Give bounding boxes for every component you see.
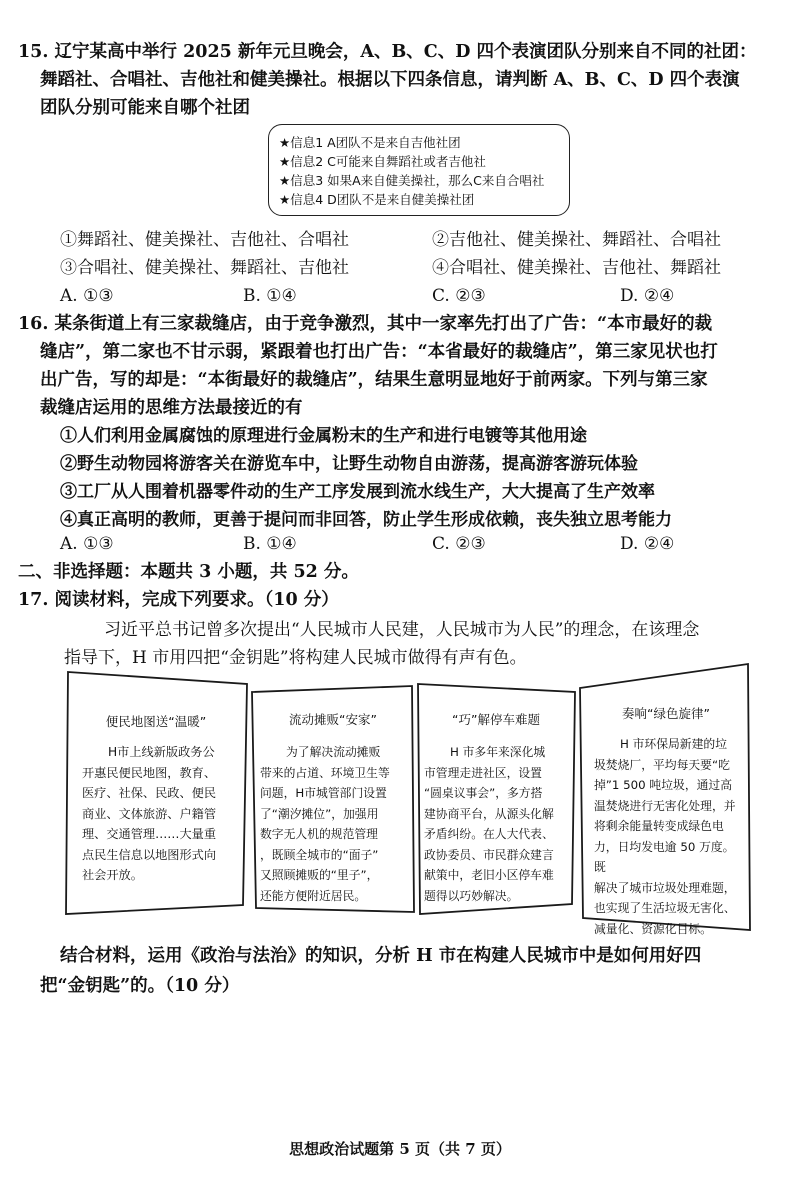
q16-statement-1: ①人们利用金属腐蚀的原理进行金属粉末的生产和进行电镀等其他用途 <box>60 426 587 446</box>
panel-2-line: 数字无人机的规范管理 <box>260 827 378 841</box>
panel-1-line: 点民生信息以地图形式向 <box>82 847 217 862</box>
q16-choice-b: B. ①④ <box>243 534 297 554</box>
panel-3-line: 政协委员、市民群众建言 <box>424 847 554 862</box>
q17-heading: 17. 阅读材料，完成下列要求。（10 分） <box>18 590 339 610</box>
q15-choice-a: A. ①③ <box>60 286 114 306</box>
q15-line-1: 15. 辽宁某高中举行 2025 新年元旦晚会，A、B、C、D 四个表演团队分别来自不同的社团： <box>18 42 757 62</box>
info-2: ★信息2 C可能来自舞蹈社或者吉他社 <box>279 154 486 169</box>
panel-1-line: H市上线新版政务公 <box>108 745 215 759</box>
panel-1-body <box>82 742 242 886</box>
q15-statement-1: ①舞蹈社、健美操社、吉他社、合唱社 <box>60 230 349 250</box>
q16-choice-c: C. ②③ <box>432 534 486 554</box>
panel-1-line: 医疗、社保、民政、便民 <box>82 786 217 800</box>
panel-2-line: 了“潮汐摊位”，加强用 <box>260 806 379 821</box>
panel-4-body <box>594 734 746 939</box>
panel-3-body <box>424 742 572 906</box>
q16-statement-3: ③工厂从人围着机器零件动的生产工序发展到流水线生产，大大提高了生产效率 <box>60 482 655 502</box>
panel-1-line: 理、交通管理……大量重 <box>82 827 217 841</box>
panel-2-line: 为了解决流动摊贩 <box>286 745 381 759</box>
panel-2-line: 带来的占道、环境卫生等 <box>260 765 390 780</box>
q17-intro-2: 指导下，H 市用四把“金钥匙”将构建人民城市做得有声有色。 <box>64 648 527 668</box>
q15-statement-2: ②吉他社、健美操社、舞蹈社、合唱社 <box>432 230 721 250</box>
panel-4-line: 解决了城市垃圾处理难题， <box>594 880 736 895</box>
q17-intro-1: 习近平总书记曾多次提出“人民城市人民建，人民城市为人民”的理念，在该理念 <box>104 620 700 640</box>
q15-choice-c: C. ②③ <box>432 286 486 306</box>
q16-statement-2: ②野生动物园将游客关在游览车中，让野生动物自由游荡，提高游客游玩体验 <box>60 454 638 474</box>
panel-3-line: 建协商平台，从源头化解 <box>424 806 554 821</box>
q16-line-4: 裁缝店运用的思维方法最接近的有 <box>40 398 303 418</box>
q17-task-1: 结合材料，运用《政治与法治》的知识，分析 H 市在构建人民城市中是如何用好四 <box>60 946 702 966</box>
q16-line-3: 出广告，写的却是：“本街最好的裁缝店”，结果生意明显地好于前两家。下列与第三家 <box>40 370 708 390</box>
q16-line-1: 16. 某条街道上有三家裁缝店，由于竞争激烈，其中一家率先打出了广告：“本市最好的裁 <box>18 314 713 334</box>
info-1: ★信息1 A团队不是来自吉他社团 <box>279 135 461 150</box>
panel-4-line: 掉”1 500 吨垃圾，通过高 <box>594 778 733 792</box>
panel-4-line: 也实现了生活垃圾无害化、 <box>594 901 736 915</box>
section-two-heading: 二、非选择题：本题共 3 小题，共 52 分。 <box>18 562 359 582</box>
q15-line-3: 团队分别可能来自哪个社团 <box>40 98 250 118</box>
panel-3-line: 市管理走进社区，设置 <box>424 765 542 780</box>
panel-2-line: ，既顾全城市的“面子” <box>260 847 379 862</box>
q15-line-2: 舞蹈社、合唱社、吉他社和健美操社。根据以下四条信息，请判断 A、B、C、D 四个表演 <box>40 70 740 90</box>
panel-4-title: 奏响“绿色旋律” <box>622 706 710 721</box>
q17-task-2: 把“金钥匙”的。（10 分） <box>40 976 240 996</box>
panel-4-line: 圾焚烧厂，平均每天要“吃 <box>594 757 730 772</box>
panel-4-line: 温焚烧进行无害化处理，并 <box>594 798 736 813</box>
q16-choice-a: A. ①③ <box>60 534 114 554</box>
q15-statement-4: ④合唱社、健美操社、吉他社、舞蹈社 <box>432 258 721 278</box>
panel-3-line: 题得以巧妙解决。 <box>424 888 519 903</box>
panel-2-line: 问题，H市城管部门设置 <box>260 786 387 800</box>
panel-4-line: 减量化、资源化目标。 <box>594 921 712 936</box>
panel-3-line: “圆桌议事会”，多方搭 <box>424 786 543 800</box>
panel-1-line: 开惠民便民地图，教育、 <box>82 765 217 780</box>
panel-4-line: 力，日均发电逾 50 万度。既 <box>594 839 735 874</box>
panel-2-line: 还能方便附近居民。 <box>260 888 367 903</box>
panel-2-body <box>260 742 410 906</box>
panel-1-line: 社会开放。 <box>82 868 143 882</box>
q16-statement-4: ④真正高明的教师，更善于提问而非回答，防止学生形成依赖，丧失独立思考能力 <box>60 510 672 530</box>
panel-3-line: 献策中，老旧小区停车难 <box>424 868 554 882</box>
q16-line-2: 缝店”，第二家也不甘示弱，紧跟着也打出广告：“本省最好的裁缝店”，第三家见状也打 <box>40 342 718 362</box>
q15-choice-d: D. ②④ <box>620 286 675 306</box>
panel-4-line: H 市环保局新建的垃 <box>620 737 727 751</box>
panel-3-title: “巧”解停车难题 <box>452 712 540 727</box>
q15-choice-b: B. ①④ <box>243 286 297 306</box>
info-4: ★信息4 D团队不是来自健美操社团 <box>279 192 475 207</box>
panel-2-line: 又照顾摊贩的“里子”， <box>260 868 379 882</box>
panel-3-line: 矛盾纠纷。在人大代表、 <box>424 827 554 841</box>
page-footer: 思想政治试题第 5 页（共 7 页） <box>289 1140 511 1158</box>
info-3: ★信息3 如果A来自健美操社，那么C来自合唱社 <box>279 173 545 188</box>
panel-2-title: 流动摊贩“安家” <box>289 712 377 727</box>
q16-choice-d: D. ②④ <box>620 534 675 554</box>
panel-4-line: 将剩余能量转变成绿色电 <box>594 819 724 833</box>
panel-1-line: 商业、文体旅游、户籍管 <box>82 806 217 821</box>
q15-statement-3: ③合唱社、健美操社、舞蹈社、吉他社 <box>60 258 349 278</box>
panel-3-line: H 市多年来深化城 <box>450 745 546 759</box>
panel-1-title: 便民地图送“温暖” <box>105 714 207 729</box>
